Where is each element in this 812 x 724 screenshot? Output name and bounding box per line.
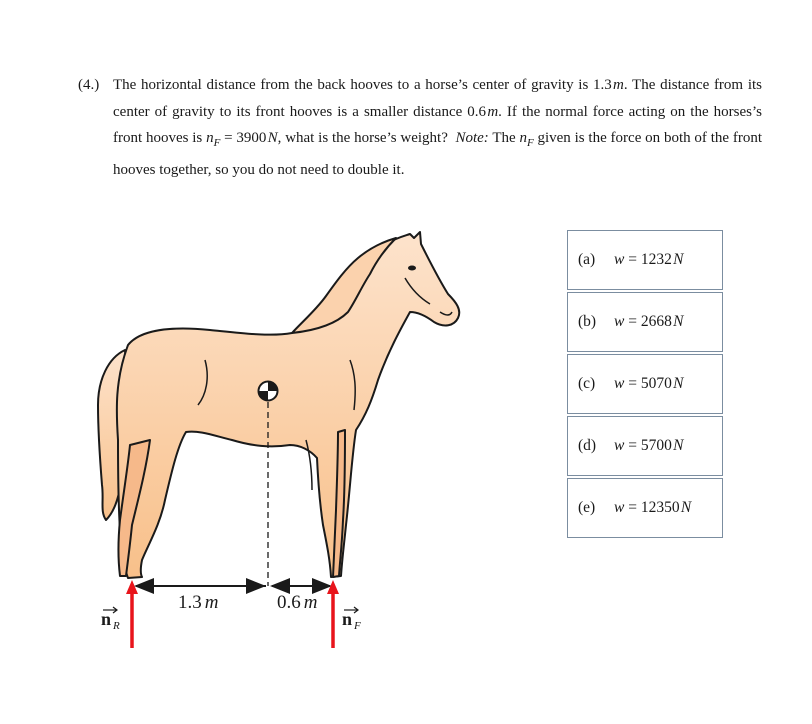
svg-text:F: F (354, 620, 361, 632)
normal-force-arrow-rear (126, 580, 138, 648)
svg-text:n: n (101, 609, 112, 629)
center-of-gravity-icon (259, 382, 278, 401)
choice-value: w = 5700 N (614, 437, 684, 454)
svg-text:n: n (342, 609, 353, 629)
label-nR (101, 607, 120, 632)
note-label: Note: (455, 130, 489, 146)
choice-letter: (c) (578, 375, 596, 392)
label-nF (342, 607, 361, 632)
choice-letter: (b) (578, 313, 597, 330)
choice-e[interactable] (567, 478, 723, 538)
problem-number: (4.) (78, 77, 100, 93)
choice-value: w = 2668 N (614, 313, 684, 330)
problem-text: The horizontal distance from the back hooves to a horse’s center of gravity is 1.3 m. The distance from its center of gravity to its front hooves is a smaller distance 0.6 m. If the normal force acting on the horses’s front hooves is $n_F = 3900$ N, what is the horse’s weight? Note: The $n_F$ given is the force on both of the front hooves together, so you do not need to double it. (113, 77, 762, 178)
problem-statement (78, 72, 762, 183)
choice-letter: (e) (578, 499, 596, 516)
choice-letter: (a) (578, 251, 596, 268)
label-front-distance: 0.6 m (277, 592, 318, 613)
normal-force-arrow-front (327, 580, 339, 648)
choice-value: w = 5070 N (614, 375, 684, 392)
choice-d[interactable] (567, 416, 723, 476)
choice-b[interactable] (567, 292, 723, 352)
horse-diagram (80, 222, 500, 662)
choice-c[interactable] (567, 354, 723, 414)
label-back-distance: 1.3 m (178, 592, 219, 613)
choice-value: w = 12350 N (614, 499, 692, 516)
answer-choices (567, 230, 723, 540)
choice-value: w = 1232 N (614, 251, 684, 268)
choice-a[interactable] (567, 230, 723, 290)
horse-illustration (98, 232, 459, 578)
svg-text:R: R (113, 620, 120, 632)
choice-letter: (d) (578, 437, 597, 454)
